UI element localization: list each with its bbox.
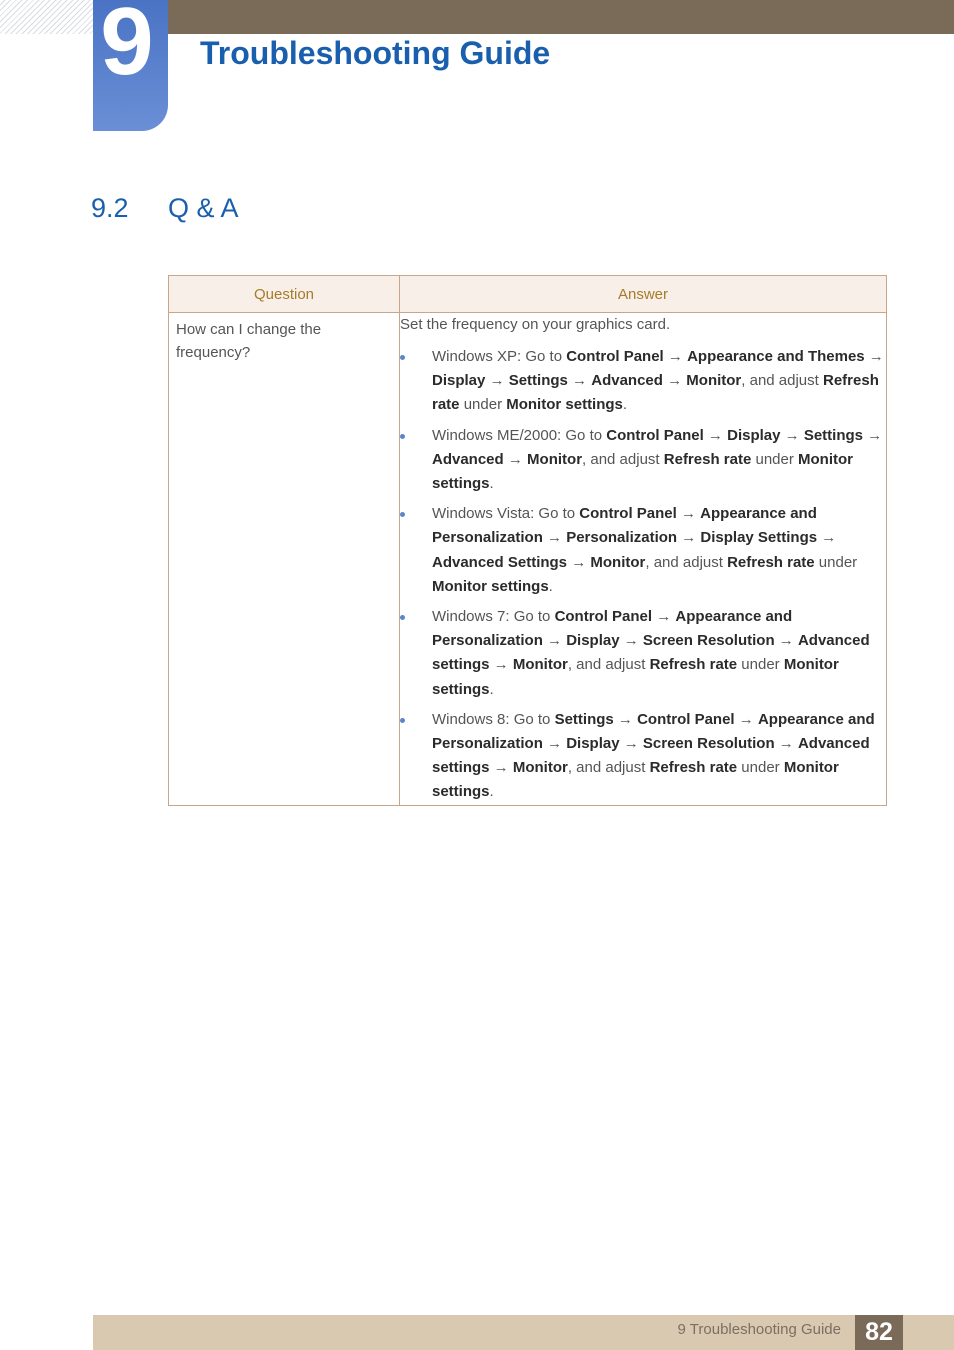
answer-text-run: → bbox=[613, 710, 638, 728]
answer-text-run: , and adjust bbox=[582, 450, 664, 468]
section-title: Q & A bbox=[168, 193, 239, 223]
answer-text-run: → bbox=[567, 372, 592, 390]
header-bar bbox=[93, 0, 954, 34]
ui-path-term: Monitor settings bbox=[432, 759, 839, 801]
answer-intro: Set the frequency on your graphics card. bbox=[400, 316, 671, 333]
answer-text-run: Windows Vista: Go to bbox=[432, 505, 580, 523]
answer-text-run: under bbox=[459, 396, 507, 414]
answer-text-run: Windows ME/2000: Go to bbox=[432, 426, 607, 444]
chapter-tab bbox=[93, 0, 168, 131]
answer-item-text bbox=[432, 427, 882, 492]
chapter-number: 9 bbox=[100, 0, 154, 95]
bullet-icon bbox=[400, 718, 405, 723]
ui-path-term: Personalization bbox=[566, 529, 678, 547]
answer-text-run: , and adjust bbox=[567, 759, 650, 777]
answer-item-text bbox=[432, 348, 884, 413]
answer-text-run: . bbox=[489, 680, 494, 698]
answer-text-run: → bbox=[542, 632, 567, 650]
ui-path-term: Advanced settings bbox=[432, 735, 870, 777]
ui-path-term: Advanced Settings bbox=[432, 553, 568, 571]
ui-path-term: Settings bbox=[554, 710, 614, 728]
answer-text-run: under bbox=[737, 759, 784, 777]
answer-text-run: under bbox=[751, 450, 799, 468]
ui-path-term: Control Panel bbox=[554, 608, 653, 626]
ui-path-term: Display bbox=[727, 426, 781, 444]
ui-path-term: Control Panel bbox=[637, 710, 735, 728]
ui-path-term: Control Panel bbox=[606, 426, 704, 444]
ui-path-term: Control Panel bbox=[579, 505, 677, 523]
answer-text-run: → bbox=[503, 450, 528, 468]
answer-item-text bbox=[432, 608, 870, 698]
answer-text-run: . bbox=[622, 396, 628, 414]
question-text: How can I change the frequency? bbox=[176, 321, 322, 361]
list-item bbox=[400, 345, 886, 418]
answer-text-run: → bbox=[780, 426, 804, 444]
ui-path-term: Monitor settings bbox=[432, 656, 839, 698]
answer-text-run: → bbox=[652, 608, 676, 626]
ui-path-term: Refresh rate bbox=[727, 553, 815, 571]
ui-path-term: Monitor settings bbox=[432, 450, 853, 493]
ui-path-term: Display bbox=[566, 735, 620, 753]
answer-list bbox=[400, 345, 886, 805]
ui-path-term: Settings bbox=[803, 426, 863, 444]
answer-text-run: Windows XP: Go to bbox=[432, 348, 567, 365]
table-row bbox=[169, 313, 887, 806]
answer-text-run: → bbox=[863, 426, 883, 444]
answer-text-run: → bbox=[542, 529, 567, 547]
bullet-icon bbox=[400, 615, 405, 620]
ui-path-term: Monitor bbox=[512, 656, 568, 674]
answer-text-run: → bbox=[489, 759, 513, 777]
page-number: 82 bbox=[855, 1315, 903, 1350]
answer-text-run: → bbox=[485, 372, 509, 390]
question-cell bbox=[169, 313, 400, 806]
ui-path-term: Advanced settings bbox=[432, 632, 870, 674]
ui-path-term: Advanced bbox=[432, 450, 504, 468]
answer-text-run: → bbox=[619, 632, 643, 650]
ui-path-term: Control Panel bbox=[566, 348, 664, 365]
chapter-title: Troubleshooting Guide bbox=[200, 35, 551, 71]
answer-text-run: → bbox=[663, 348, 688, 365]
answer-item-text bbox=[432, 505, 857, 595]
ui-path-term: Appearance and Themes bbox=[687, 348, 865, 365]
answer-cell bbox=[400, 313, 887, 806]
answer-text-run: under bbox=[814, 553, 858, 571]
answer-text-run: → bbox=[677, 529, 701, 547]
ui-path-term: Monitor bbox=[512, 759, 568, 777]
ui-path-term: Refresh rate bbox=[649, 656, 738, 674]
footer-chapter-label: 9 Troubleshooting Guide bbox=[677, 1321, 841, 1338]
answer-text-run: Windows 8: Go to bbox=[432, 710, 555, 728]
answer-text-run: . bbox=[489, 475, 494, 493]
ui-path-term: Display bbox=[566, 632, 620, 650]
answer-text-run: → bbox=[489, 656, 513, 674]
ui-path-term: Advanced bbox=[591, 372, 663, 390]
answer-text-run: → bbox=[703, 426, 728, 444]
answer-text-run: → bbox=[542, 735, 567, 753]
list-item bbox=[400, 605, 886, 702]
list-item bbox=[400, 502, 886, 599]
ui-path-term: Appearance and Personalization bbox=[432, 505, 817, 547]
answer-text-run: → bbox=[774, 632, 798, 650]
bullet-icon bbox=[400, 512, 405, 517]
ui-path-term: Monitor settings bbox=[506, 396, 623, 414]
ui-path-term: Settings bbox=[508, 372, 568, 390]
list-item bbox=[400, 708, 886, 805]
ui-path-term: Monitor bbox=[686, 372, 742, 390]
ui-path-term: Monitor bbox=[527, 450, 583, 468]
answer-text-run: → bbox=[774, 735, 798, 753]
ui-path-term: Appearance and Personalization bbox=[432, 608, 793, 650]
ui-path-term: Monitor settings bbox=[432, 577, 549, 595]
answer-text-run: , and adjust bbox=[645, 553, 728, 571]
list-item bbox=[400, 424, 886, 497]
answer-text-run: → bbox=[864, 348, 884, 365]
answer-text-run: → bbox=[734, 710, 758, 728]
ui-path-term: Refresh rate bbox=[649, 759, 738, 777]
ui-path-term: Appearance and Personalization bbox=[432, 710, 875, 753]
bullet-icon bbox=[400, 434, 405, 439]
answer-text-run: . bbox=[489, 783, 494, 801]
bullet-icon bbox=[400, 355, 405, 360]
answer-text-run: under bbox=[737, 656, 784, 674]
section-number: 9.2 bbox=[91, 193, 129, 223]
section-heading bbox=[91, 193, 239, 224]
ui-path-term: Refresh rate bbox=[663, 450, 752, 468]
answer-text-run: → bbox=[567, 553, 591, 571]
answer-text-run: → bbox=[676, 505, 701, 523]
answer-text-run: , and adjust bbox=[567, 656, 650, 674]
answer-text-run: → bbox=[662, 372, 687, 390]
qa-table bbox=[168, 275, 887, 806]
ui-path-term: Screen Resolution bbox=[642, 735, 775, 753]
ui-path-term: Screen Resolution bbox=[642, 632, 775, 650]
ui-path-term: Monitor bbox=[590, 553, 646, 571]
ui-path-term: Refresh rate bbox=[432, 372, 879, 414]
answer-text-run: , and adjust bbox=[741, 372, 823, 390]
column-header-answer: Answer bbox=[400, 276, 887, 313]
ui-path-term: Display Settings bbox=[700, 529, 818, 547]
table-header-row bbox=[169, 276, 887, 313]
answer-item-text bbox=[432, 711, 875, 801]
answer-text-run: . bbox=[548, 577, 553, 595]
answer-text-run: Windows 7: Go to bbox=[432, 608, 555, 626]
header-hatch-pattern bbox=[0, 0, 93, 34]
column-header-question: Question bbox=[169, 276, 400, 313]
answer-text-run: → bbox=[619, 735, 643, 753]
answer-text-run: → bbox=[817, 529, 837, 547]
ui-path-term: Display bbox=[432, 372, 486, 390]
